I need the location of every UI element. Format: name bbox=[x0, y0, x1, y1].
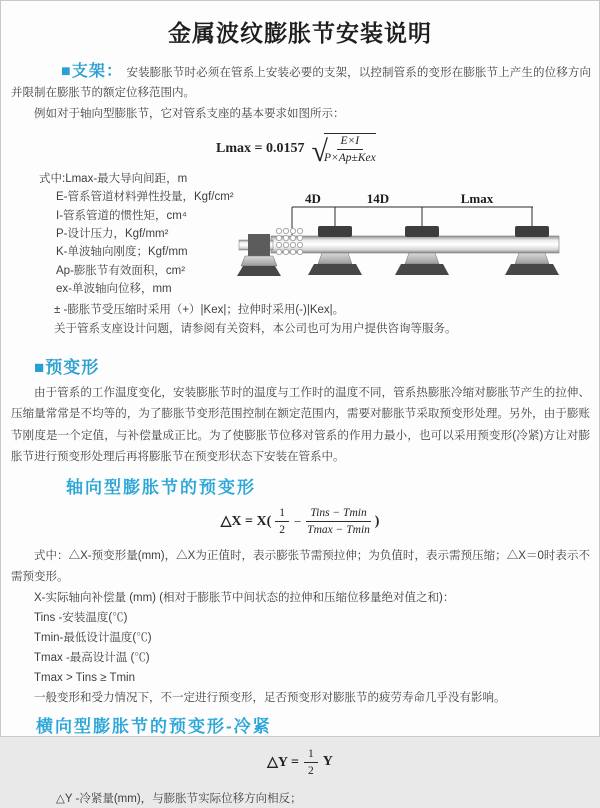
plusminus-note: ± -膨胀节受压缩时采用（+）|Kex|；拉伸时采用(-)|Kex|。 bbox=[54, 303, 345, 316]
definition-item: E-管系管道材料弹性投量，Kgf/cm² bbox=[56, 191, 234, 204]
lateral-note: △Y -冷紧量(mm)，与膨胀节实际位移方向相反； bbox=[56, 793, 302, 806]
lmax-formula-numerator: E×I bbox=[337, 134, 364, 150]
lateral-formula-lhs: △Y = bbox=[267, 754, 299, 770]
axial-line: Tmax -最高设计温 (℃) bbox=[34, 651, 150, 664]
sqrt-radical-icon: √ bbox=[311, 134, 328, 168]
consult-note: 关于管系支座设计问题，请参阅有关资料，本公司也可为用户提供咨询等服务。 bbox=[54, 323, 457, 336]
axial-formula-lhs: △X = X( bbox=[220, 514, 272, 530]
pipe-support-diagram bbox=[235, 190, 595, 292]
one-half-fraction bbox=[304, 747, 318, 779]
axial-line: Tmin-最低设计温度(℃) bbox=[34, 631, 152, 644]
lmax-formula bbox=[216, 133, 599, 166]
lateral-formula bbox=[1, 747, 599, 779]
dim-label-14d: 14D bbox=[366, 190, 390, 206]
temp-numerator: Tins − Tmin bbox=[306, 506, 370, 522]
pipe-body bbox=[271, 236, 559, 253]
half-denominator: 2 bbox=[307, 764, 314, 777]
axial-line: Tmax > Tins ≥ Tmin bbox=[34, 671, 135, 684]
dim-label-lmax: Lmax bbox=[460, 190, 494, 206]
definition-item: Ap-膨胀节有效面积，cm² bbox=[56, 264, 186, 277]
definitions-and-diagram bbox=[1, 170, 599, 300]
page-title: 金属波纹膨胀节安装说明 bbox=[168, 20, 432, 46]
half-denominator: 2 bbox=[279, 524, 286, 537]
predeform-paragraph: 由于管系的工作温度变化，安装膨胀节时的温度与工作时的温度不同，管系热膨胀冷缩对膨胀节产生的拉伸、压缩量常常是不均等的，为了膨胀节变形范围控制在额定范围内，需要对膨胀节采取预变形处理。另外，由于膨账节刚度是一个定值，与补偿量成正比。为了使膨胀节位移对管系的作用力最小，也可以采用预变形(冷紧)方让对膨胀节进行预变形处理后再将膨胀节在预变形状态下安装在管系中。 bbox=[11, 386, 590, 464]
axial-formula bbox=[1, 506, 599, 538]
temp-denominator: Tmax − Tmin bbox=[307, 524, 370, 537]
one-half-fraction bbox=[275, 506, 289, 538]
axial-definition-lines bbox=[1, 588, 599, 708]
lmax-formula-fraction bbox=[324, 133, 376, 166]
axial-line: X-实际轴向补偿量 (mm) (相对于膨胀节中间状态的拉伸和压缩位移量绝对值之和)： bbox=[34, 591, 455, 604]
minus-operator: − bbox=[294, 513, 302, 529]
lateral-formula-rhs: Y bbox=[322, 754, 333, 770]
definition-item: I-管系管道的惯性矩，cm⁴ bbox=[56, 209, 187, 222]
half-numerator: 1 bbox=[304, 747, 318, 763]
definition-item: P-设计压力，Kgf/mm² bbox=[56, 227, 169, 240]
definition-item: 式中:Lmax-最大导向间距，m bbox=[39, 172, 188, 185]
support-intro-text: 安装膨胀节时必须在管系上安装必要的支架，以控制管系的变形在膨胀节上产生的位移方向并限制在膨胀节的额定位移范围内。 bbox=[11, 67, 591, 99]
lmax-formula-denominator: P×Ap±Kex bbox=[323, 152, 376, 165]
support-example-text: 例如对于轴向型膨胀节，它对管系支座的基本要求如图所示： bbox=[34, 108, 345, 120]
axial-formula-close-paren: ) bbox=[374, 513, 380, 529]
definition-item: K-单波轴向刚度；Kgf/mm bbox=[56, 246, 188, 259]
axial-line: Tins -安装温度(℃) bbox=[34, 611, 128, 624]
axial-subsection-heading: 轴向型膨胀节的预变形 bbox=[66, 477, 256, 497]
support-section-heading: ■支架： bbox=[61, 63, 124, 80]
half-numerator: 1 bbox=[275, 506, 289, 522]
axial-explain: 式中：△X-预变形量(mm)，△X为正值时，表示膨张节需预拉伸；为负值时，表示需预压缩；△X＝0时表示不需预变形。 bbox=[11, 549, 590, 583]
dim-label-4d: 4D bbox=[305, 190, 321, 206]
definition-item: ex-单波轴向位移，mm bbox=[56, 283, 172, 296]
temperature-fraction bbox=[306, 506, 370, 538]
lateral-subsection-heading: 横向型膨胀节的预变形-冷紧 bbox=[36, 716, 272, 736]
predeform-section-heading: ■预变形 bbox=[34, 357, 100, 377]
axial-line: 一般变形和受力情况下，不一定进行预变形，足否预变形对膨胀节的疲劳寿命几乎没有影响。 bbox=[34, 691, 506, 704]
lmax-formula-lhs: Lmax = 0.0157 bbox=[216, 141, 305, 157]
support-intro bbox=[11, 62, 591, 103]
